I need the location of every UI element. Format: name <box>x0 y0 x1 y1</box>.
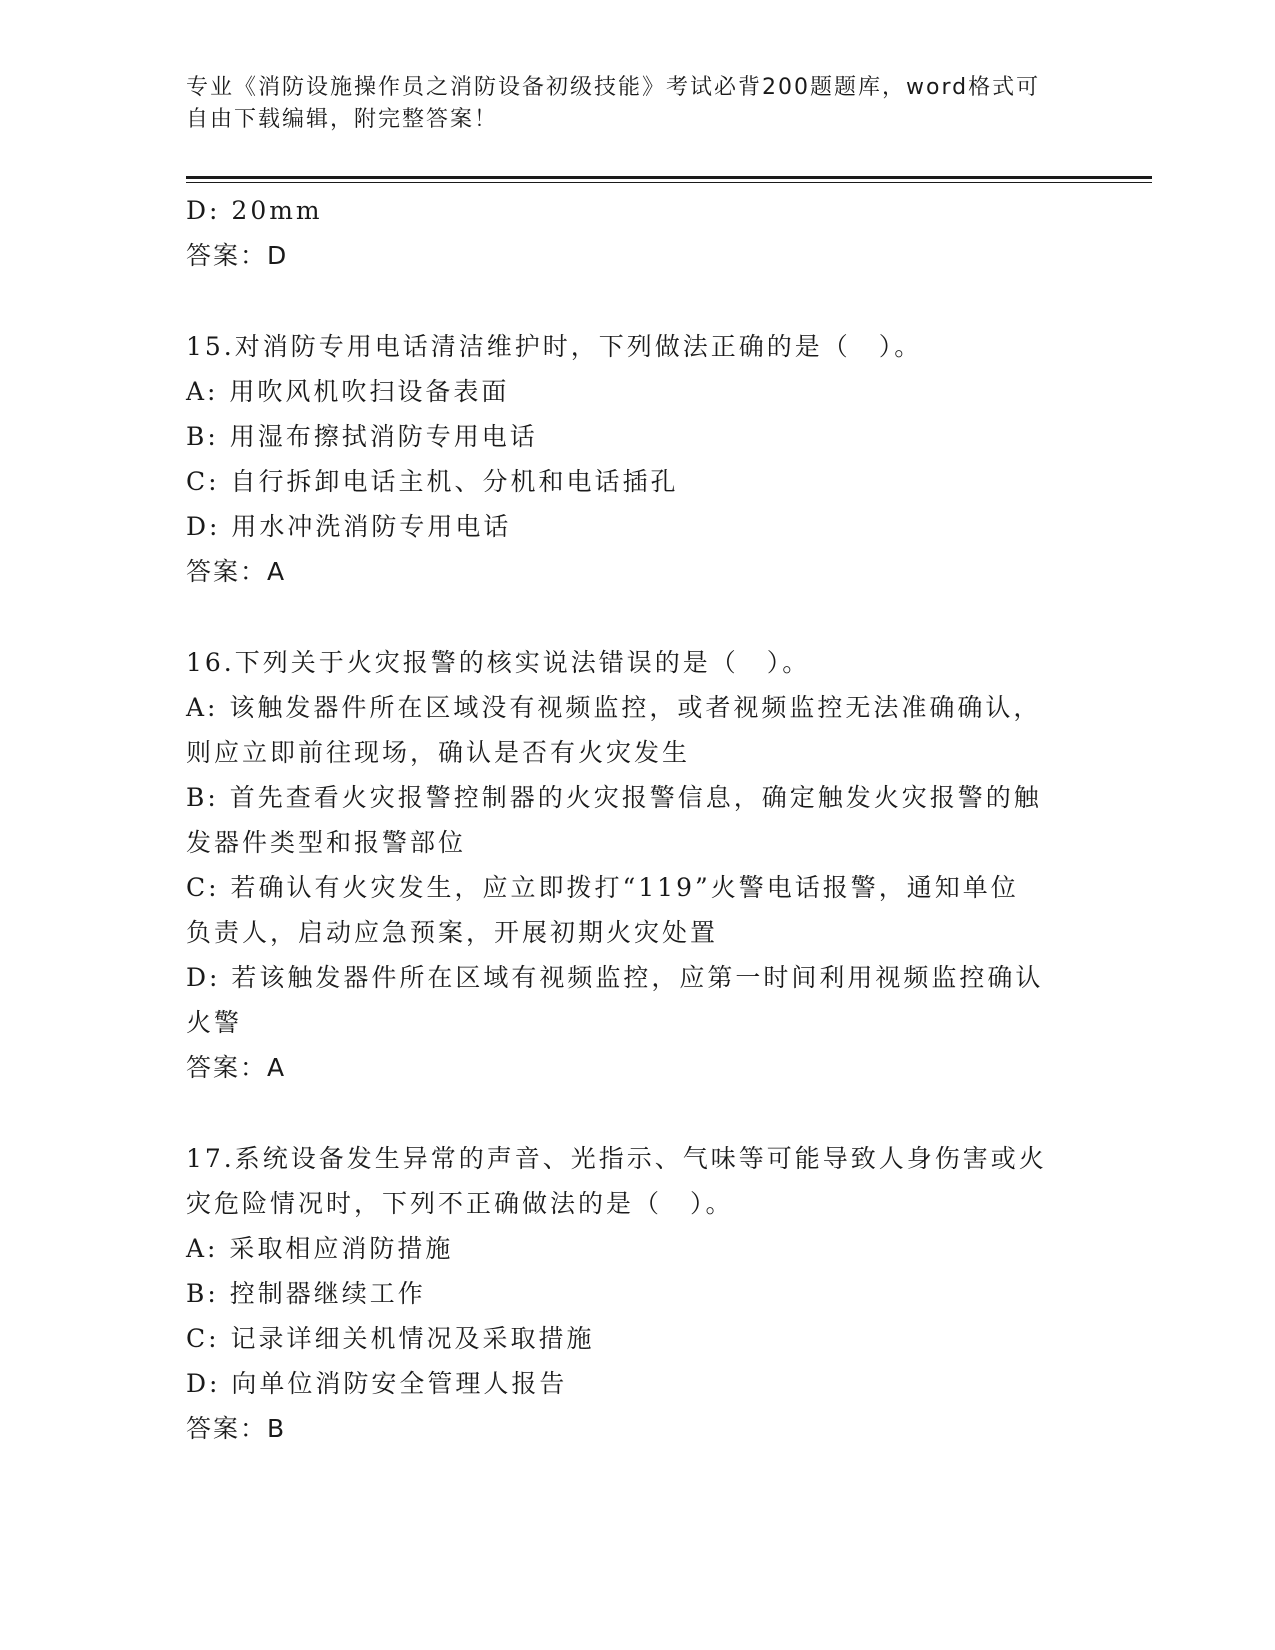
question-stem-line: 灾危险情况时，下列不正确做法的是（ ）。 <box>186 1189 734 1218</box>
header-title-line-2: 自由下载编辑，附完整答案！ <box>186 107 499 132</box>
option-d-continued: 火警 <box>186 1008 243 1037</box>
option-b: B: 首先查看火灾报警控制器的火灾报警信息，确定触发火灾报警的触 <box>186 783 1042 812</box>
question-block <box>186 1136 1086 1451</box>
answer-line: 答案：A <box>186 557 287 586</box>
question-stem-line: 15.对消防专用电话清洁维护时，下列做法正确的是（ ）。 <box>186 332 923 361</box>
header-title-line-1: 专业《消防设施操作员之消防设备初级技能》考试必背200题题库，word格式可 <box>186 75 1041 100</box>
answer-line: 答案：A <box>186 1053 287 1082</box>
answer-line: 答案：B <box>186 1414 287 1443</box>
option-d: D: 用水冲洗消防专用电话 <box>186 512 512 541</box>
option-c-continued: 负责人，启动应急预案，开展初期火灾处置 <box>186 918 719 947</box>
option-d: D: 向单位消防安全管理人报告 <box>186 1369 568 1398</box>
question-stem-line: 17.系统设备发生异常的声音、光指示、气味等可能导致人身伤害或火 <box>186 1144 1047 1173</box>
header-divider-thick <box>186 176 1152 179</box>
option-d: D: 20mm <box>186 196 323 225</box>
option-c: C: 自行拆卸电话主机、分机和电话插孔 <box>186 467 679 496</box>
option-c: C: 记录详细关机情况及采取措施 <box>186 1324 595 1353</box>
option-c: C: 若确认有火灾发生，应立即拨打“119”火警电话报警，通知单位 <box>186 873 1019 902</box>
header-divider-thin <box>186 182 1152 183</box>
document-header <box>186 72 1066 136</box>
option-a: A: 用吹风机吹扫设备表面 <box>186 377 510 406</box>
option-d: D: 若该触发器件所在区域有视频监控，应第一时间利用视频监控确认 <box>186 963 1044 992</box>
question-block <box>186 640 1086 1090</box>
option-b: B: 控制器继续工作 <box>186 1279 426 1308</box>
continued-question <box>186 188 1086 278</box>
option-a: A: 该触发器件所在区域没有视频监控，或者视频监控无法准确确认， <box>186 693 1042 722</box>
option-b-continued: 发器件类型和报警部位 <box>186 828 467 857</box>
question-stem-line: 16.下列关于火灾报警的核实说法错误的是（ ）。 <box>186 648 811 677</box>
answer-line: 答案：D <box>186 241 289 270</box>
option-b: B: 用湿布擦拭消防专用电话 <box>186 422 538 451</box>
option-a: A: 采取相应消防措施 <box>186 1234 454 1263</box>
option-a-continued: 则应立即前往现场，确认是否有火灾发生 <box>186 738 691 767</box>
question-list <box>186 324 1086 1451</box>
question-content <box>186 188 1086 1451</box>
question-block <box>186 324 1086 594</box>
